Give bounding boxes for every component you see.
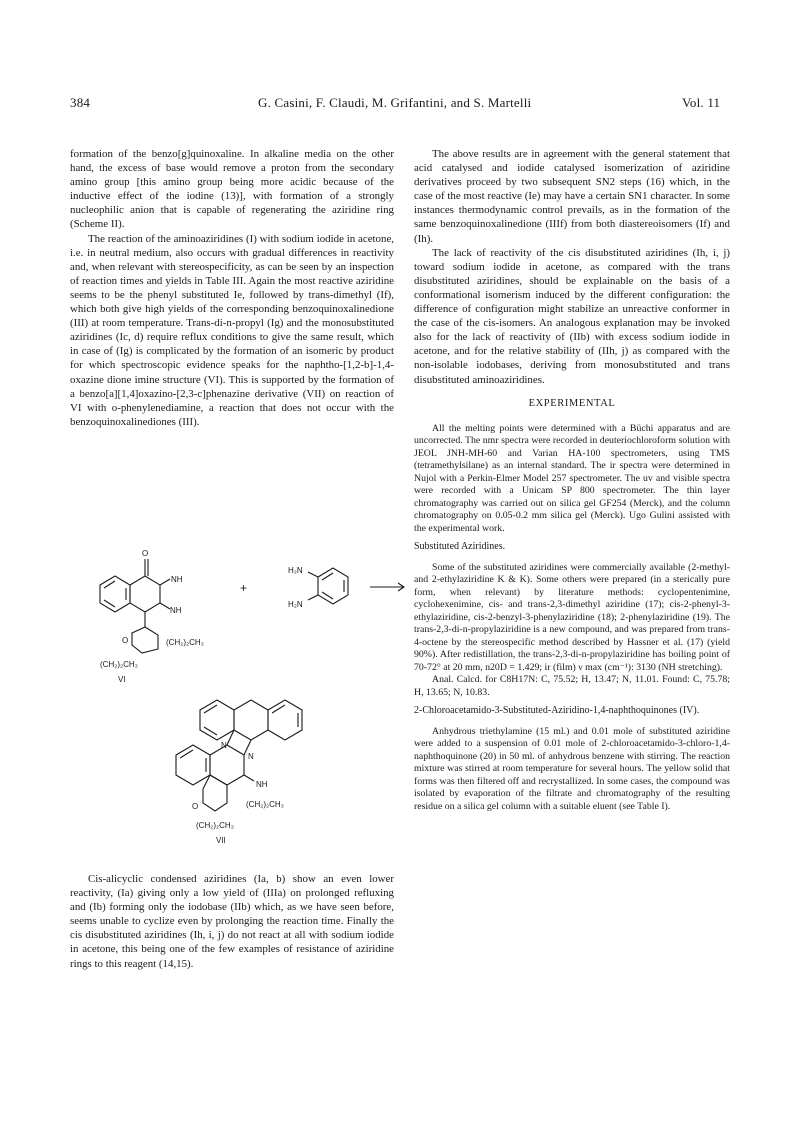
analysis-paragraph: Anal. Calcd. for C8H17N: C, 75.52; H, 13.47; N, 11.01. Found: C, 75.78; H, 13.65; N, 10.83. — [414, 674, 730, 698]
left-column-lower — [70, 872, 394, 971]
reaction-scheme — [70, 545, 410, 860]
volume-label: Vol. 11 — [682, 95, 721, 110]
left-paragraph-1: formation of the benzo[g]quinoxaline. In alkaline media on the other hand, the excess of base would remove a proton from the secondary amino group [this amino group being more acidic because of the inductive effect of the iodine (13)], with formation of a strongly nucleophilic anion that is capable of regenerating the aziridine ring (Scheme II). — [70, 148, 394, 231]
right-paragraph-2: The lack of reactivity of the cis disubstituted aziridines (Ih, i, j) toward sodium iodide in acetone, as compared with the trans disubstituted aziridines, should be explainable on the basis of a conformational isomerism induced by the different configuration: the difference of configuration might stabilize an unreactive conformer in the case of the cis-isomers. An analogous explanation may be invoked also for the lack of reactivity of (IIb) with excess sodium iodide in acetone, and for the relative stability of (IIh, j) as compared with the non-isolable iodobases, deriving from monosubstituted and trans disubstituted aminoaziridines. — [414, 246, 730, 386]
vi-oxo-label: O — [142, 549, 149, 558]
vii-propyl-1: (CH₂)₂CH₃ — [246, 800, 284, 809]
compound-label-vii: VII — [216, 836, 226, 845]
vii-nh-label: NH — [256, 780, 268, 789]
vi-propyl-2: (CH₂)₂CH₃ — [100, 660, 138, 669]
experimental-heading: EXPERIMENTAL — [528, 397, 616, 409]
vii-propyl-2: (CH₂)₂CH₃ — [196, 821, 234, 830]
plus-sign: + — [240, 581, 248, 595]
vii-n-label-1: N — [221, 741, 227, 750]
running-header-authors: G. Casini, F. Claudi, M. Grifantini, and S. Martelli — [258, 95, 532, 110]
left-column — [70, 147, 394, 429]
right-column — [414, 147, 730, 813]
compound-vi-structure — [100, 559, 170, 653]
vi-amine-nh-label: NH — [170, 606, 182, 615]
vi-ring-oxygen-label: O — [122, 636, 129, 645]
aziridines-paragraph: Some of the substituted aziridines were commercially available (2-methyl- and 2-ethylaziridine K & K). Some others were prepared (in a sterically pure form, when relevant) by literature methods: cyclopentenimine, cyclohexenimine, cis- and trans-2,3-dimethyl aziridine (17); cis-2-phenyl-3-ethylaziridine, cis-2-benzyl-3-phenylaziridine (18); 2-phenylaziridine (19). The trans-2,3-di-n-propylaziridine is a new compound, and was prepared from trans-4-octene by the stereospecific method described by Hassner et al. (17) (yield 90%). After redistillation, the trans-2,3-di-n-propylaziridine has boiling point of 70-72° at 20 mm, n20D = 1.429; ir (film) ν max (cm⁻¹): 3130 (NH stretching). — [414, 561, 730, 673]
phenylenediamine-structure — [308, 568, 348, 604]
subheading-substituted-aziridines: Substituted Aziridines. — [414, 541, 506, 553]
reaction-arrow — [370, 583, 404, 591]
experimental-paragraph: All the melting points were determined with a Büchi apparatus and are uncorrected. The nmr spectra were recorded in deuteriochloroform solution with JEOL JNH-MH-60 and Varian HA-100 spectrometers, using TMS (tetramethylsilane) as an internal standard. The ir spectra were determined in Nujol with a Perkin-Elmer Model 257 spectrometer. The uv and visible spectra were recorded with a Unicam SP 800 spectrometer. The thin layer chromatography was carried out on silica gel GF254 (Merck), and the column chromatography on 0.05-0.2 mm silica gel (Merck). Ugo Gulini assisted with the experimental work. — [414, 422, 730, 534]
vi-imine-nh-label: NH — [171, 575, 183, 584]
right-paragraph-1: The above results are in agreement with the general statement that acid catalysed and iodide catalysed isomerization of aziridine derivatives proceed by two subsequent SN2 steps (16) which, in the case of the most reactive (Ie) may have a certain SN1 character. In some instances thermodynamic control prevails, as in the formation of the same benzoquinoxalinedione (IIIf) from both diastereoisomers (If) and (Ih). — [414, 148, 730, 245]
procedure-paragraph: Anhydrous triethylamine (15 ml.) and 0.01 mole of substituted aziridine were added to a suspension of 0.01 mole of 2-chloroacetamido-3-chloro-1,4-naphthoquinone (20) in 50 ml. of anhydrous benzene with stirring. The reaction mixture was stirred at room temperature for several hours. The yellow solid that forms was then filtered off and recrystallized. In some cases, the compound was isolated by evaporation of the filtrate and chromatography of the resulting residue on a silica gel column with a suitable eluent (see Table I). — [414, 725, 730, 812]
page-number: 384 — [70, 95, 91, 110]
h2n-label-2: H₂N — [288, 600, 303, 609]
vii-n-label-2: N — [248, 752, 254, 761]
left-paragraph-2: The reaction of the aminoaziridines (I) with sodium iodide in acetone, i.e. in neutral medium, also occurs with gradual differences in reactivity and, when relevant with stereospecificity, as can be seen by an inspection of reaction times and yields in Table III. Again the most reactive aziridine seems to be the phenyl substituted Ie, followed by trans-dimethyl (If), which both give high yields of the corresponding benzoquinoxalinedione (III) at room temperature. Trans-di-n-propyl (Ig) and the monosubstituted aziridines (Ic, d) require reflux conditions to give the same result, which in case of (Ig) is complicated by the formation of an isomeric by product for which spectroscopic evidence speaks for the naphtho-[1,2-b]-1,4-oxazine dione imine structure (VI). This is supported by the formation of a benzo[a][1,4]oxazino-[2,3-c]phenazine derivative (VII) on reaction of VI with o-phenylenediamine, a reaction that does not occur with the benzoquinoxalinediones (III). — [70, 232, 394, 428]
vi-propyl-1: (CH₂)₂CH₃ — [166, 638, 204, 647]
compound-vii-structure — [176, 700, 302, 811]
left-paragraph-3: Cis-alicyclic condensed aziridines (Ia, b) show an even lower reactivity, (Ia) giving only a low yield of (IIIa) on prolonged refluxing and (Ib) forming only the iodobase (IIb) which, as we have seen before, seems unable to cyclize even by prolonging the reaction time. Finally the cis disubstituted aziridines (Ih, i, j) do not react at all with sodium iodide in acetone, this being one of the few examples of resistance of aziridine rings to this reagent (14,15). — [70, 873, 394, 970]
compound-label-vi: VI — [118, 675, 126, 684]
vii-ring-oxygen-label: O — [192, 802, 199, 811]
h2n-label-1: H₂N — [288, 566, 303, 575]
subheading-naphthoquinones: 2-Chloroacetamido-3-Substituted-Aziridino-1,4-naphthoquinones (IV). — [414, 705, 700, 717]
